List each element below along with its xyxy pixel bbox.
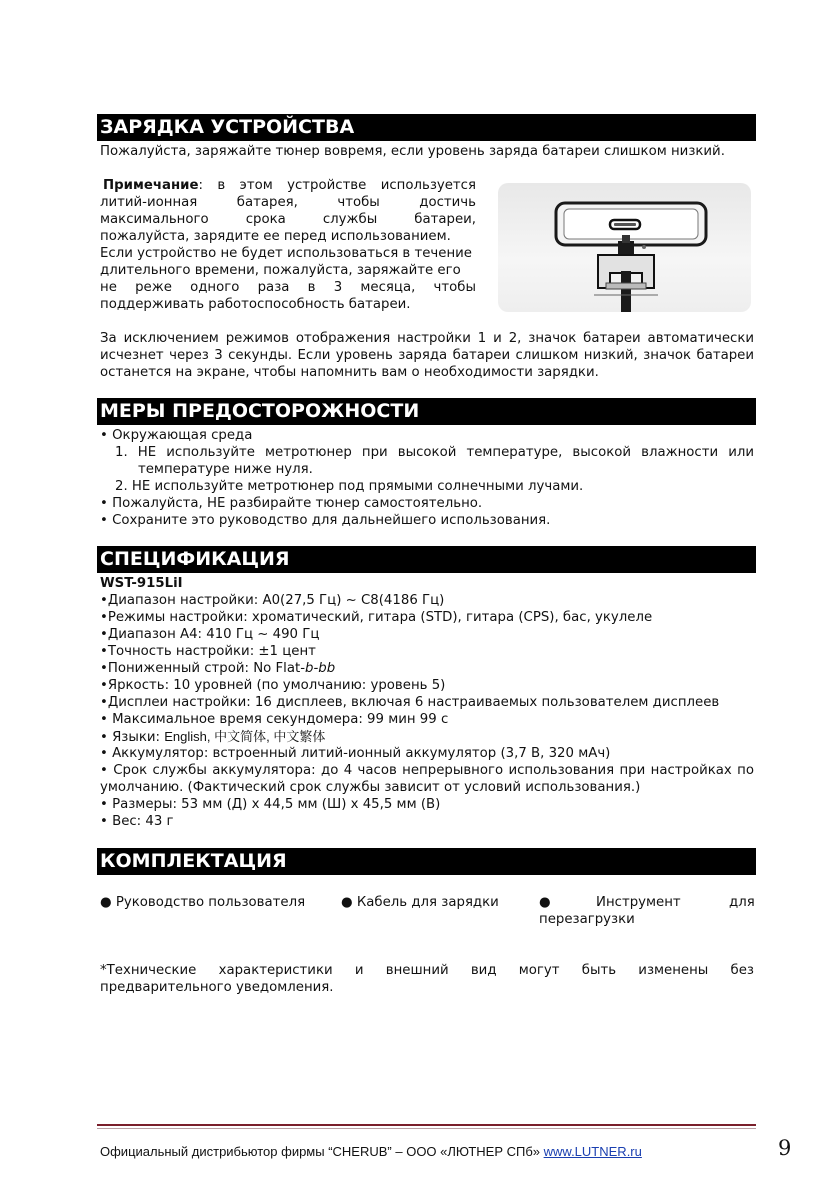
- note-line: литий-ионная батарея, чтобы достичь: [100, 195, 476, 210]
- spec-item: •Диапазон настройки: A0(27,5 Гц) ~ C8(4186 Гц): [100, 593, 445, 608]
- precaution-item: 1. НЕ используйте метротюнер при высокой температуре, высокой влажности или: [115, 445, 754, 460]
- disclaimer-line: *Технические характеристики и внешний вид могут быть изменены без: [100, 963, 754, 978]
- section-heading-spec: СПЕЦИФИКАЦИЯ: [97, 546, 756, 573]
- spec-item: •Режимы настройки: хроматический, гитара (STD), гитара (CPS), бас, укулеле: [100, 610, 653, 625]
- tuner-charging-image: [498, 183, 751, 312]
- spec-item: • Срок службы аккумулятора: до 4 часов непрерывного использования при настройках по: [100, 763, 754, 778]
- note-line: длительного времени, пожалуйста, заряжайте его: [100, 263, 461, 278]
- page-number: 9: [778, 1136, 792, 1160]
- spec-model: WST-915LiI: [100, 576, 183, 591]
- spec-item: • Аккумулятор: встроенный литий-ионный аккумулятор (3,7 В, 320 мАч): [100, 746, 611, 761]
- package-item-word: для: [729, 895, 755, 910]
- disclaimer-line: предварительного уведомления.: [100, 980, 334, 995]
- spec-item: умолчанию. (Фактический срок службы зависит от условий использования.): [100, 780, 641, 795]
- package-item-bullet: ●: [539, 895, 551, 910]
- package-item: ● Руководство пользователя: [100, 895, 306, 910]
- footer-link[interactable]: www.LUTNER.ru: [543, 1144, 642, 1159]
- spec-item: [100, 728, 325, 746]
- spec-item: • Вес: 43 г: [100, 814, 174, 829]
- spec-flat-value: b-bb: [305, 661, 336, 676]
- note-label: Примечание: [103, 178, 199, 193]
- spec-item: •Точность настройки: ±1 цент: [100, 644, 316, 659]
- note-line: поддерживать работоспособность батареи.: [100, 297, 411, 312]
- section-heading-precautions: МЕРЫ ПРЕДОСТОРОЖНОСТИ: [97, 398, 756, 425]
- footer-divider: [97, 1124, 756, 1126]
- charging-paragraph-line: исчезнет через 3 секунды. Если уровень заряда батареи слишком низкий, значок батареи: [100, 348, 754, 363]
- section-heading-package: КОМПЛЕКТАЦИЯ: [97, 848, 756, 875]
- package-item-word: Инструмент: [596, 895, 681, 910]
- note-line: пожалуйста, зарядите ее перед использованием.: [100, 229, 451, 244]
- note-line: Если устройство не будет использоваться в течение: [100, 246, 472, 261]
- note-line: не реже одного раза в 3 месяца, чтобы: [100, 280, 476, 295]
- note-line: максимального срока службы батареи,: [100, 212, 476, 227]
- footer-divider-thin: [97, 1128, 756, 1129]
- precaution-bullet: • Сохраните это руководство для дальнейшего использования.: [100, 513, 551, 528]
- section-heading-charging: ЗАРЯДКА УСТРОЙСТВА: [97, 114, 756, 141]
- spec-item: •Яркость: 10 уровней (по умолчанию: уровень 5): [100, 678, 446, 693]
- package-item: ● Кабель для зарядки: [341, 895, 499, 910]
- spec-flat-prefix: •Пониженный строй: No Flat-: [100, 661, 306, 676]
- precaution-bullet: • Пожалуйста, НЕ разбирайте тюнер самостоятельно.: [100, 496, 483, 511]
- spec-item: [100, 660, 335, 677]
- charging-illustration: [498, 183, 751, 312]
- precaution-item: температуре ниже нуля.: [138, 462, 313, 477]
- spec-lang-prefix: • Языки:: [100, 730, 165, 745]
- charging-paragraph-line: останется на экране, чтобы напомнить вам о необходимости зарядки.: [100, 365, 599, 380]
- charging-note: [103, 177, 476, 194]
- spec-item: • Максимальное время секундомера: 99 мин 99 с: [100, 712, 449, 727]
- charging-intro: Пожалуйста, заряжайте тюнер вовремя, если уровень заряда батареи слишком низкий.: [100, 144, 725, 159]
- spec-item: •Диапазон A4: 410 Гц ~ 490 Гц: [100, 627, 320, 642]
- footer-distributor: Официальный дистрибьютор фирмы “CHERUB” – ООО «ЛЮТНЕР СПб»: [100, 1144, 544, 1159]
- charging-paragraph-line: За исключением режимов отображения настройки 1 и 2, значок батареи автоматически: [100, 331, 754, 346]
- note-line: : в этом устройстве используется: [198, 178, 476, 193]
- package-item-word: перезагрузки: [539, 912, 635, 927]
- footer-text: [100, 1144, 642, 1159]
- precaution-item: 2. НЕ используйте метротюнер под прямыми солнечными лучами.: [115, 479, 584, 494]
- precaution-bullet: • Окружающая среда: [100, 428, 253, 443]
- spec-item: •Дисплеи настройки: 16 дисплеев, включая 6 настраиваемых пользователем дисплеев: [100, 695, 720, 710]
- spec-lang-values: English, 中文简体, 中文繁体: [164, 729, 326, 744]
- spec-item: • Размеры: 53 мм (Д) x 44,5 мм (Ш) x 45,5 мм (В): [100, 797, 441, 812]
